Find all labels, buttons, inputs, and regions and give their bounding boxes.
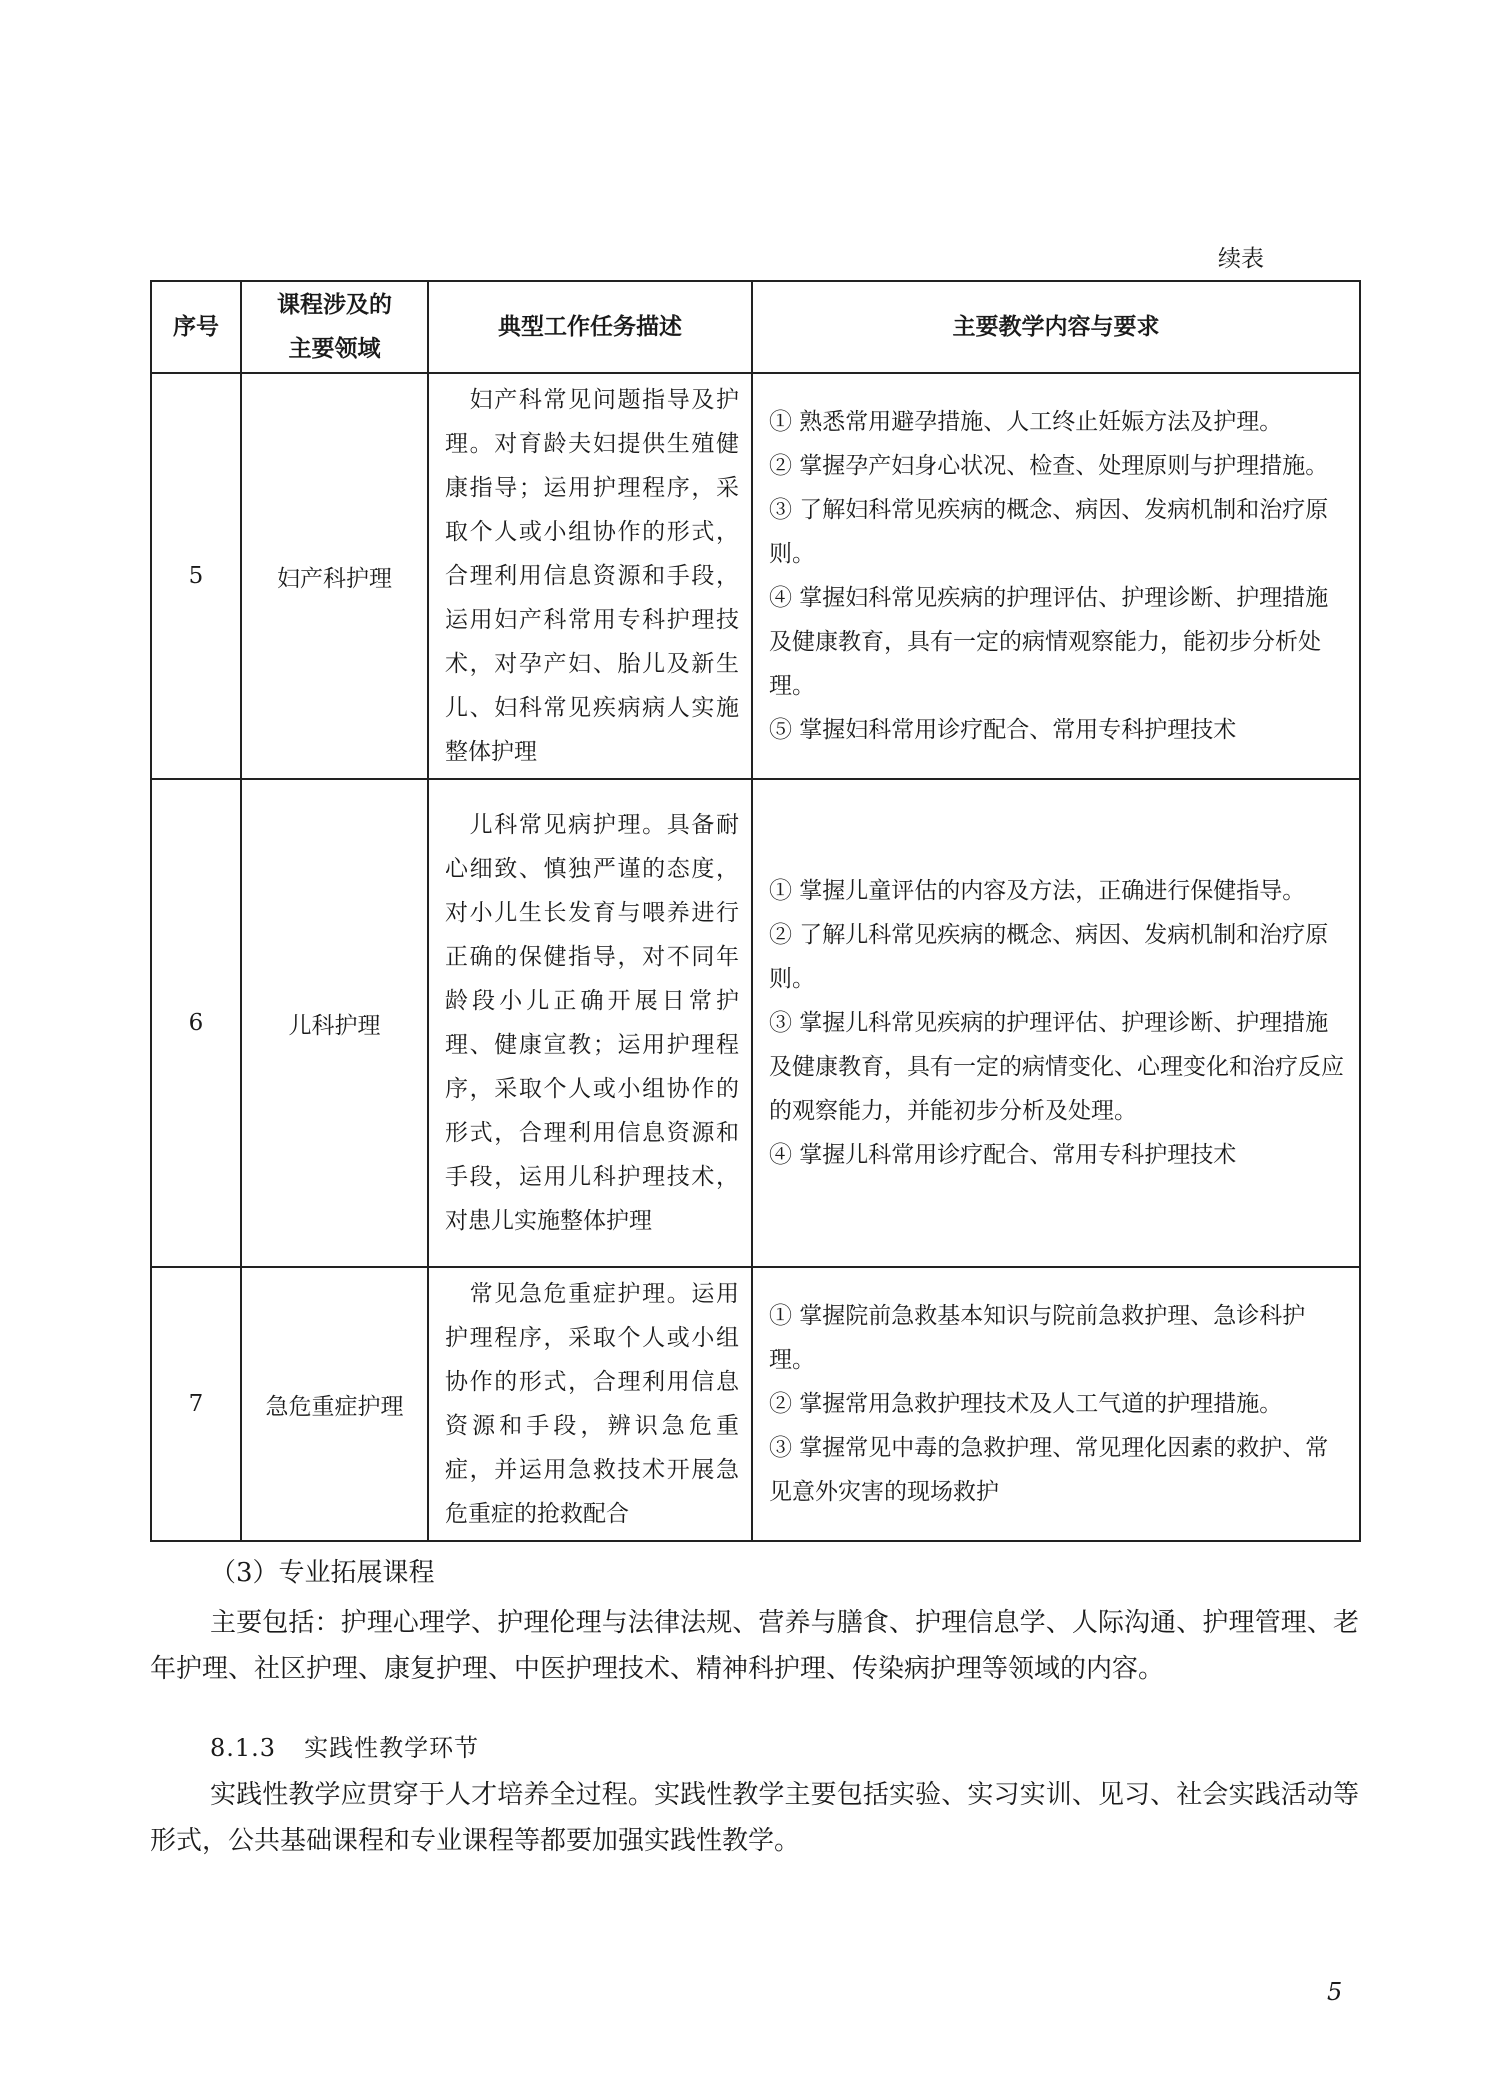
requirement-item: ③ 掌握儿科常见疾病的护理评估、护理诊断、护理措施及健康教育，具有一定的病情变化、心理变化和治疗反应的观察能力，并能初步分析及处理。 — [769, 1010, 1344, 1124]
section3-title: （3）专业拓展课程 — [210, 1558, 435, 1588]
table-row — [151, 1267, 1360, 1541]
requirement-item: ⑤ 掌握妇科常用诊疗配合、常用专科护理技术 — [769, 717, 1237, 743]
requirement-item: ① 熟悉常用避孕措施、人工终止妊娠方法及护理。 — [769, 409, 1283, 435]
section-body: 实践性教学应贯穿于人才培养全过程。实践性教学主要包括实验、实习实训、见习、社会实践活动等形式，公共基础课程和专业课程等都要加强实践性教学。 — [150, 1780, 1359, 1856]
row-requirements — [752, 779, 1360, 1267]
row-area: 妇产科护理 — [241, 373, 428, 779]
row-num: 6 — [151, 779, 241, 1267]
header-requirements: 主要教学内容与要求 — [752, 281, 1360, 373]
row-num: 5 — [151, 373, 241, 779]
row-requirements — [752, 373, 1360, 779]
row-task — [428, 373, 752, 779]
header-area-line2: 主要领域 — [288, 335, 381, 362]
page-number: 5 — [1327, 1978, 1343, 2006]
section-title: 实践性教学环节 — [304, 1734, 480, 1762]
header-task: 典型工作任务描述 — [428, 281, 752, 373]
row-task — [428, 779, 752, 1267]
requirement-item: ④ 掌握儿科常用诊疗配合、常用专科护理技术 — [769, 1142, 1237, 1168]
section3-body: 主要包括：护理心理学、护理伦理与法律法规、营养与膳食、护理信息学、人际沟通、护理管理、老年护理、社区护理、康复护理、中医护理技术、精神科护理、传染病护理等领域的内容。 — [150, 1608, 1359, 1684]
continued-table-note: 续表 — [1218, 246, 1264, 272]
row-num: 7 — [151, 1267, 241, 1541]
table-row — [151, 373, 1360, 779]
header-area — [241, 281, 428, 373]
table-header-row — [151, 281, 1360, 373]
requirement-item: ② 了解儿科常见疾病的概念、病因、发病机制和治疗原则。 — [769, 922, 1329, 992]
header-num: 序号 — [151, 281, 241, 373]
row-task — [428, 1267, 752, 1541]
requirement-item: ③ 掌握常见中毒的急救护理、常见理化因素的救护、常见意外灾害的现场救护 — [769, 1435, 1329, 1505]
requirement-item: ① 掌握院前急救基本知识与院前急救护理、急诊科护理。 — [769, 1303, 1306, 1373]
row-task-text: 常见急危重症护理。运用护理程序，采取个人或小组协作的形式，合理利用信息资源和手段，辨识急危重症，并运用急救技术开展急危重症的抢救配合 — [445, 1281, 739, 1527]
section-heading — [210, 1728, 479, 1763]
requirement-item: ④ 掌握妇科常见疾病的护理评估、护理诊断、护理措施及健康教育，具有一定的病情观察能力，能初步分析处理。 — [769, 585, 1329, 699]
row-task-text: 儿科常见病护理。具备耐心细致、慎独严谨的态度，对小儿生长发育与喂养进行正确的保健指导，对不同年龄段小儿正确开展日常护理、健康宣教；运用护理程序，采取个人或小组协作的形式，合理利用信息资源和手段，运用儿科护理技术，对患儿实施整体护理 — [445, 812, 739, 1234]
course-table — [150, 280, 1361, 1542]
section-number: 8.1.3 — [210, 1734, 277, 1762]
table-row — [151, 779, 1360, 1267]
row-task-text: 妇产科常见问题指导及护理。对育龄夫妇提供生殖健康指导；运用护理程序，采取个人或小组协作的形式，合理利用信息资源和手段，运用妇产科常用专科护理技术，对孕产妇、胎儿及新生儿、妇科常见疾病病人实施整体护理 — [445, 387, 739, 765]
row-area: 急危重症护理 — [241, 1267, 428, 1541]
row-requirements — [752, 1267, 1360, 1541]
requirement-item: ③ 了解妇科常见疾病的概念、病因、发病机制和治疗原则。 — [769, 497, 1329, 567]
row-area: 儿科护理 — [241, 779, 428, 1267]
header-area-line1: 课程涉及的 — [277, 291, 392, 318]
requirement-item: ① 掌握儿童评估的内容及方法，正确进行保健指导。 — [769, 878, 1306, 904]
requirement-item: ② 掌握常用急救护理技术及人工气道的护理措施。 — [769, 1391, 1283, 1417]
requirement-item: ② 掌握孕产妇身心状况、检查、处理原则与护理措施。 — [769, 453, 1329, 479]
